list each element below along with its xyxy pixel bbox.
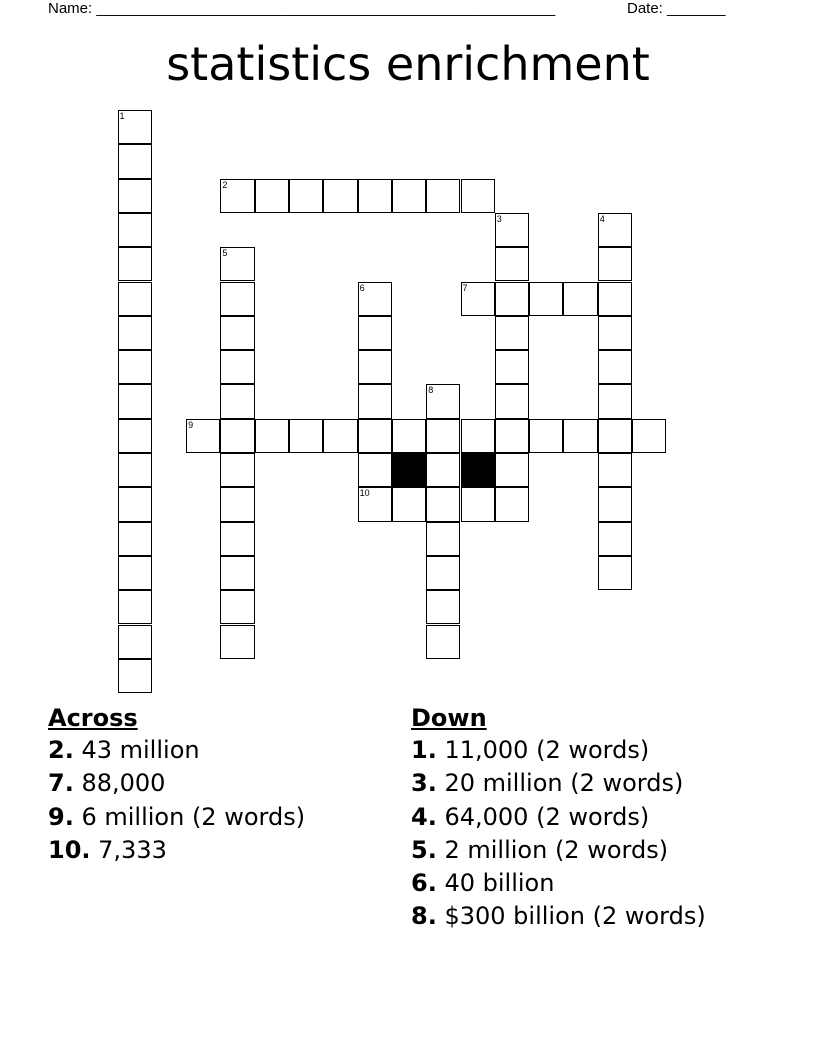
clue-across-2 [48, 734, 305, 767]
grid-cell[interactable] [255, 179, 289, 213]
grid-cell[interactable] [118, 556, 152, 590]
grid-cell[interactable] [598, 282, 632, 316]
grid-cell[interactable] [358, 350, 392, 384]
grid-cell[interactable] [461, 282, 495, 316]
grid-cell[interactable] [220, 350, 254, 384]
grid-cell[interactable] [426, 625, 460, 659]
clue-down-8 [411, 900, 706, 933]
clue-down-3 [411, 767, 706, 800]
name-field-label[interactable]: Name: _______________________________________________________ [48, 0, 556, 17]
grid-cell[interactable] [323, 419, 357, 453]
grid-cell[interactable] [118, 522, 152, 556]
grid-cell[interactable] [598, 350, 632, 384]
grid-black-cell [461, 453, 495, 487]
grid-cell[interactable] [598, 213, 632, 247]
grid-cell[interactable] [598, 522, 632, 556]
clue-number: 10. [48, 835, 91, 864]
grid-cell[interactable] [220, 556, 254, 590]
across-clues [48, 702, 305, 867]
clue-number: 4. [411, 802, 437, 831]
clue-text: 2 million (2 words) [444, 835, 669, 864]
grid-cell[interactable] [426, 179, 460, 213]
clue-number: 5. [411, 835, 437, 864]
clue-text: 43 million [81, 736, 200, 764]
clue-number: 7. [48, 769, 74, 798]
clue-number: 8. [411, 902, 437, 931]
grid-cell[interactable] [461, 487, 495, 521]
cell-number: 2 [222, 179, 228, 190]
grid-cell[interactable] [220, 487, 254, 521]
grid-cell[interactable] [358, 179, 392, 213]
clue-number: 2. [48, 736, 74, 764]
grid-cell[interactable] [563, 282, 597, 316]
down-heading: Down [411, 704, 487, 732]
cell-number: 6 [359, 282, 365, 293]
grid-cell[interactable] [118, 659, 152, 693]
grid-cell[interactable] [220, 625, 254, 659]
grid-cell[interactable] [220, 282, 254, 316]
grid-cell[interactable] [598, 247, 632, 281]
grid-cell[interactable] [220, 247, 254, 281]
grid-cell[interactable] [495, 453, 529, 487]
cell-number: 10 [359, 488, 370, 499]
grid-cell[interactable] [220, 384, 254, 418]
grid-cell[interactable] [632, 419, 666, 453]
grid-cell[interactable] [426, 384, 460, 418]
grid-cell[interactable] [358, 453, 392, 487]
grid-cell[interactable] [118, 179, 152, 213]
grid-cell[interactable] [426, 453, 460, 487]
clue-number: 6. [411, 869, 437, 898]
clue-across-7 [48, 767, 305, 800]
grid-cell[interactable] [495, 419, 529, 453]
grid-cell[interactable] [358, 282, 392, 316]
grid-cell[interactable] [289, 419, 323, 453]
grid-cell[interactable] [220, 316, 254, 350]
grid-cell[interactable] [563, 419, 597, 453]
grid-cell[interactable] [598, 316, 632, 350]
date-field-label[interactable]: Date: _______ [627, 0, 726, 17]
grid-cell[interactable] [392, 487, 426, 521]
clue-text: 40 billion [444, 869, 555, 898]
cell-number: 3 [496, 213, 502, 224]
cell-number: 1 [119, 111, 125, 121]
grid-cell[interactable] [495, 282, 529, 316]
grid-cell[interactable] [220, 419, 254, 453]
grid-cell[interactable] [461, 179, 495, 213]
grid-cell[interactable] [529, 282, 563, 316]
grid-cell[interactable] [220, 590, 254, 624]
grid-cell[interactable] [358, 316, 392, 350]
clue-down-1 [411, 734, 706, 767]
clue-across-10 [48, 834, 305, 867]
grid-cell[interactable] [118, 110, 152, 144]
grid-cell[interactable] [426, 590, 460, 624]
grid-cell[interactable] [426, 419, 460, 453]
grid-cell[interactable] [186, 419, 220, 453]
grid-cell[interactable] [118, 487, 152, 521]
grid-cell[interactable] [495, 384, 529, 418]
grid-cell[interactable] [529, 419, 563, 453]
grid-cell[interactable] [118, 419, 152, 453]
cell-number: 8 [428, 385, 434, 396]
clue-text: 7,333 [98, 835, 167, 864]
grid-cell[interactable] [495, 213, 529, 247]
grid-cell[interactable] [118, 247, 152, 281]
clue-number: 1. [411, 736, 437, 764]
grid-cell[interactable] [118, 453, 152, 487]
grid-cell[interactable] [358, 419, 392, 453]
clue-down-6 [411, 867, 706, 900]
grid-cell[interactable] [118, 213, 152, 247]
cell-number: 5 [222, 248, 228, 259]
clue-text: $300 billion (2 words) [444, 902, 706, 931]
grid-cell[interactable] [495, 316, 529, 350]
grid-cell[interactable] [118, 282, 152, 316]
grid-cell[interactable] [392, 419, 426, 453]
grid-cell[interactable] [118, 144, 152, 178]
clue-text: 88,000 [81, 769, 166, 798]
grid-cell[interactable] [598, 453, 632, 487]
grid-cell[interactable] [495, 247, 529, 281]
clue-text: 20 million (2 words) [444, 769, 684, 798]
clue-text: 64,000 (2 words) [444, 802, 650, 831]
grid-cell[interactable] [118, 625, 152, 659]
grid-cell[interactable] [118, 316, 152, 350]
across-heading: Across [48, 704, 138, 732]
grid-cell[interactable] [358, 384, 392, 418]
grid-black-cell [392, 453, 426, 487]
cell-number: 4 [599, 213, 605, 224]
grid-cell[interactable] [461, 419, 495, 453]
grid-cell[interactable] [118, 350, 152, 384]
grid-cell[interactable] [118, 590, 152, 624]
clue-text: 6 million (2 words) [81, 802, 306, 831]
clue-down-4 [411, 801, 706, 834]
grid-cell[interactable] [392, 179, 426, 213]
clue-number: 3. [411, 769, 437, 798]
grid-cell[interactable] [118, 384, 152, 418]
clue-across-9 [48, 801, 305, 834]
grid-cell[interactable] [220, 179, 254, 213]
grid-cell[interactable] [426, 522, 460, 556]
grid-cell[interactable] [598, 384, 632, 418]
clue-number: 9. [48, 802, 74, 831]
grid-cell[interactable] [598, 419, 632, 453]
grid-cell[interactable] [495, 487, 529, 521]
cell-number: 9 [188, 419, 194, 430]
grid-cell[interactable] [426, 487, 460, 521]
grid-cell[interactable] [598, 487, 632, 521]
grid-cell[interactable] [495, 350, 529, 384]
grid-cell[interactable] [220, 522, 254, 556]
cell-number: 7 [462, 282, 468, 293]
page-title: statistics enrichment [166, 37, 650, 91]
grid-cell[interactable] [255, 419, 289, 453]
grid-cell[interactable] [358, 487, 392, 521]
clue-down-5 [411, 834, 706, 867]
down-clues [411, 702, 706, 934]
clue-text: 11,000 (2 words) [444, 736, 650, 764]
grid-cell[interactable] [220, 453, 254, 487]
grid-cell[interactable] [289, 179, 323, 213]
grid-cell[interactable] [598, 556, 632, 590]
grid-cell[interactable] [426, 556, 460, 590]
grid-cell[interactable] [323, 179, 357, 213]
